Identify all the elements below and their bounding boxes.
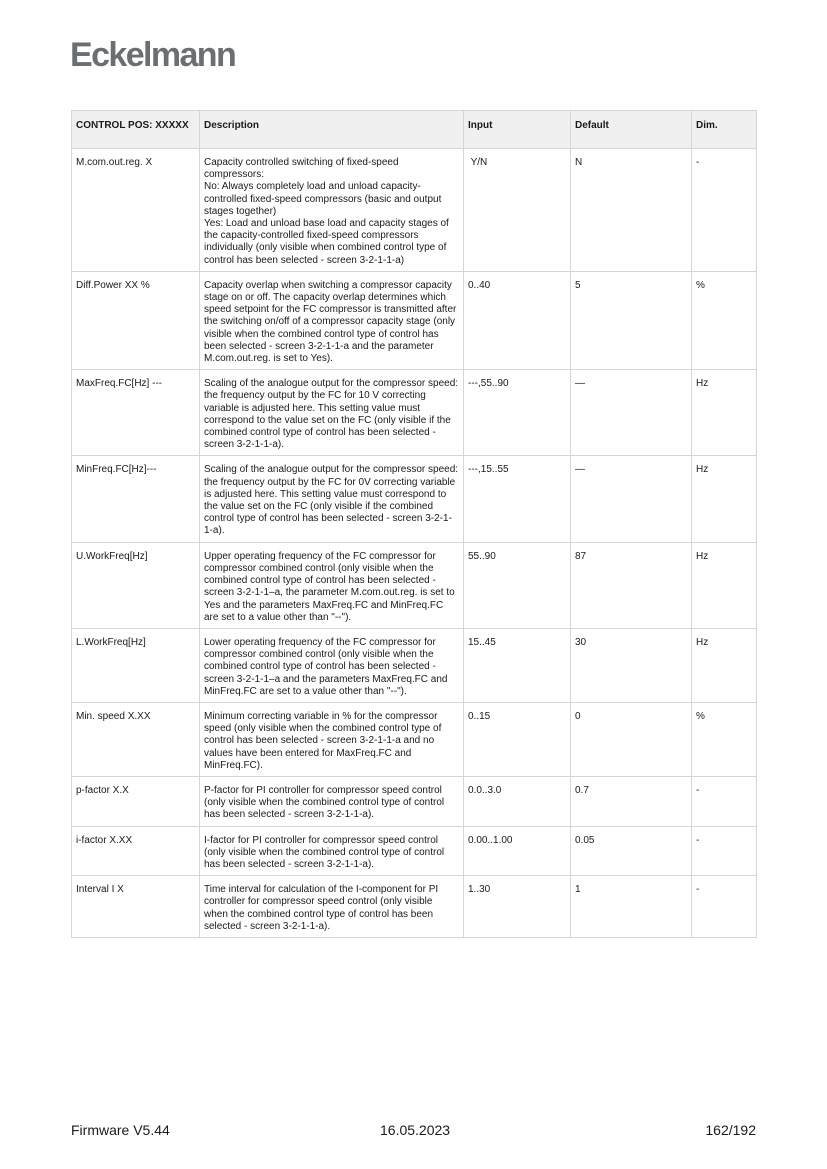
table-row xyxy=(72,456,757,542)
header-input: Input xyxy=(464,111,571,149)
cell-input: ---,55..90 xyxy=(464,370,571,456)
cell-default: — xyxy=(571,370,692,456)
cell-input: 0.00..1.00 xyxy=(464,826,571,876)
cell-description: Time interval for calculation of the I-component for PI controller for compressor speed control (only visible when the combined control type of control has been selected - screen 3-2-1-1-a). xyxy=(200,876,464,938)
table-header-row xyxy=(72,111,757,149)
cell-description: Capacity controlled switching of fixed-speed compressors: No: Always completely load and unload capacity-controlled fixed-speed compressors (basic and output stages together) Yes: Load and unload base load and capacity stages of the capacity-controlled fixed-speed compressors individually (only visible when combined control type of control has been selected - screen 3-2-1-1-a) xyxy=(200,149,464,272)
cell-input: ---,15..55 xyxy=(464,456,571,542)
cell-dim: - xyxy=(692,876,757,938)
table-row xyxy=(72,826,757,876)
table-row xyxy=(72,628,757,702)
footer-page-number: 162/192 xyxy=(705,1122,756,1138)
cell-control-pos: M.com.out.reg. X xyxy=(72,149,200,272)
table-row xyxy=(72,702,757,776)
brand-logo: Eckelmann xyxy=(70,36,236,74)
cell-dim: Hz xyxy=(692,542,757,628)
cell-control-pos: Min. speed X.XX xyxy=(72,702,200,776)
cell-description: Upper operating frequency of the FC compressor for compressor combined control (only visible when the combined control type of control has been selected - screen 3-2-1-1–a, the parameter M.com.out.reg. is set to Yes and the parameters MaxFreq.FC and MinFreq.FC are set to a value other than "--"). xyxy=(200,542,464,628)
cell-dim: - xyxy=(692,149,757,272)
cell-dim: % xyxy=(692,702,757,776)
cell-control-pos: Interval I X xyxy=(72,876,200,938)
header-description: Description xyxy=(200,111,464,149)
cell-default: 0.7 xyxy=(571,776,692,826)
cell-dim: % xyxy=(692,271,757,369)
cell-description: Capacity overlap when switching a compressor capacity stage on or off. The capacity overlap determines which speed setpoint for the FC compressor is transmitted after the switching on/off of a compressor capacity stage (only visible when the combined control type of control has been selected - screen 3-2-1-1-a and the parameter M.com.out.reg. is set to Yes). xyxy=(200,271,464,369)
table-row xyxy=(72,271,757,369)
cell-control-pos: MinFreq.FC[Hz]--- xyxy=(72,456,200,542)
table-row xyxy=(72,370,757,456)
cell-default: 87 xyxy=(571,542,692,628)
cell-control-pos: U.WorkFreq[Hz] xyxy=(72,542,200,628)
cell-input: 1..30 xyxy=(464,876,571,938)
footer-date: 16.05.2023 xyxy=(380,1122,451,1138)
cell-control-pos: i-factor X.XX xyxy=(72,826,200,876)
cell-dim: - xyxy=(692,776,757,826)
cell-description: P-factor for PI controller for compressor speed control (only visible when the combined control type of control has been selected - screen 3-2-1-1-a). xyxy=(200,776,464,826)
cell-default: N xyxy=(571,149,692,272)
table-row xyxy=(72,776,757,826)
cell-input: 0..15 xyxy=(464,702,571,776)
header-dim: Dim. xyxy=(692,111,757,149)
cell-control-pos: MaxFreq.FC[Hz] --- xyxy=(72,370,200,456)
cell-input: Y/N xyxy=(464,149,571,272)
parameter-table xyxy=(71,110,757,938)
cell-dim: Hz xyxy=(692,628,757,702)
cell-input: 15..45 xyxy=(464,628,571,702)
cell-input: 0..40 xyxy=(464,271,571,369)
cell-default: 30 xyxy=(571,628,692,702)
cell-default: 5 xyxy=(571,271,692,369)
cell-description: I-factor for PI controller for compressor speed control (only visible when the combined control type of control has been selected - screen 3-2-1-1-a). xyxy=(200,826,464,876)
header-control-pos: CONTROL POS: XXXXX xyxy=(72,111,200,149)
table-row xyxy=(72,149,757,272)
cell-description: Lower operating frequency of the FC compressor for compressor combined control (only visible when the combined control type of control has been selected - screen 3-2-1-1–a and the parameters MaxFreq.FC and MinFreq.FC are set to a value other than "--"). xyxy=(200,628,464,702)
table-row xyxy=(72,876,757,938)
cell-control-pos: p-factor X.X xyxy=(72,776,200,826)
cell-dim: Hz xyxy=(692,456,757,542)
cell-description: Minimum correcting variable in % for the compressor speed (only visible when the combined control type of control has been selected - screen 3-2-1-1-a and no values have been entered for MaxFreq.FC and MinFreq.FC). xyxy=(200,702,464,776)
footer-firmware: Firmware V5.44 xyxy=(71,1122,170,1138)
cell-default: — xyxy=(571,456,692,542)
cell-default: 0.05 xyxy=(571,826,692,876)
cell-input: 0.0..3.0 xyxy=(464,776,571,826)
header-default: Default xyxy=(571,111,692,149)
cell-control-pos: Diff.Power XX % xyxy=(72,271,200,369)
table-row xyxy=(72,542,757,628)
cell-dim: Hz xyxy=(692,370,757,456)
cell-description: Scaling of the analogue output for the compressor speed: the frequency output by the FC for 0V correcting variable is adjusted here. This setting value must correspond to the value set on the FC (only visible if the combined control type of control has been selected - screen 3-2-1-1-a). xyxy=(200,456,464,542)
cell-control-pos: L.WorkFreq[Hz] xyxy=(72,628,200,702)
cell-dim: - xyxy=(692,826,757,876)
cell-default: 0 xyxy=(571,702,692,776)
cell-default: 1 xyxy=(571,876,692,938)
cell-description: Scaling of the analogue output for the compressor speed: the frequency output by the FC for 10 V correcting variable is adjusted here. This setting value must correspond to the value set on the FC (only visible if the combined control type of control has been selected - screen 3-2-1-1-a). xyxy=(200,370,464,456)
cell-input: 55..90 xyxy=(464,542,571,628)
